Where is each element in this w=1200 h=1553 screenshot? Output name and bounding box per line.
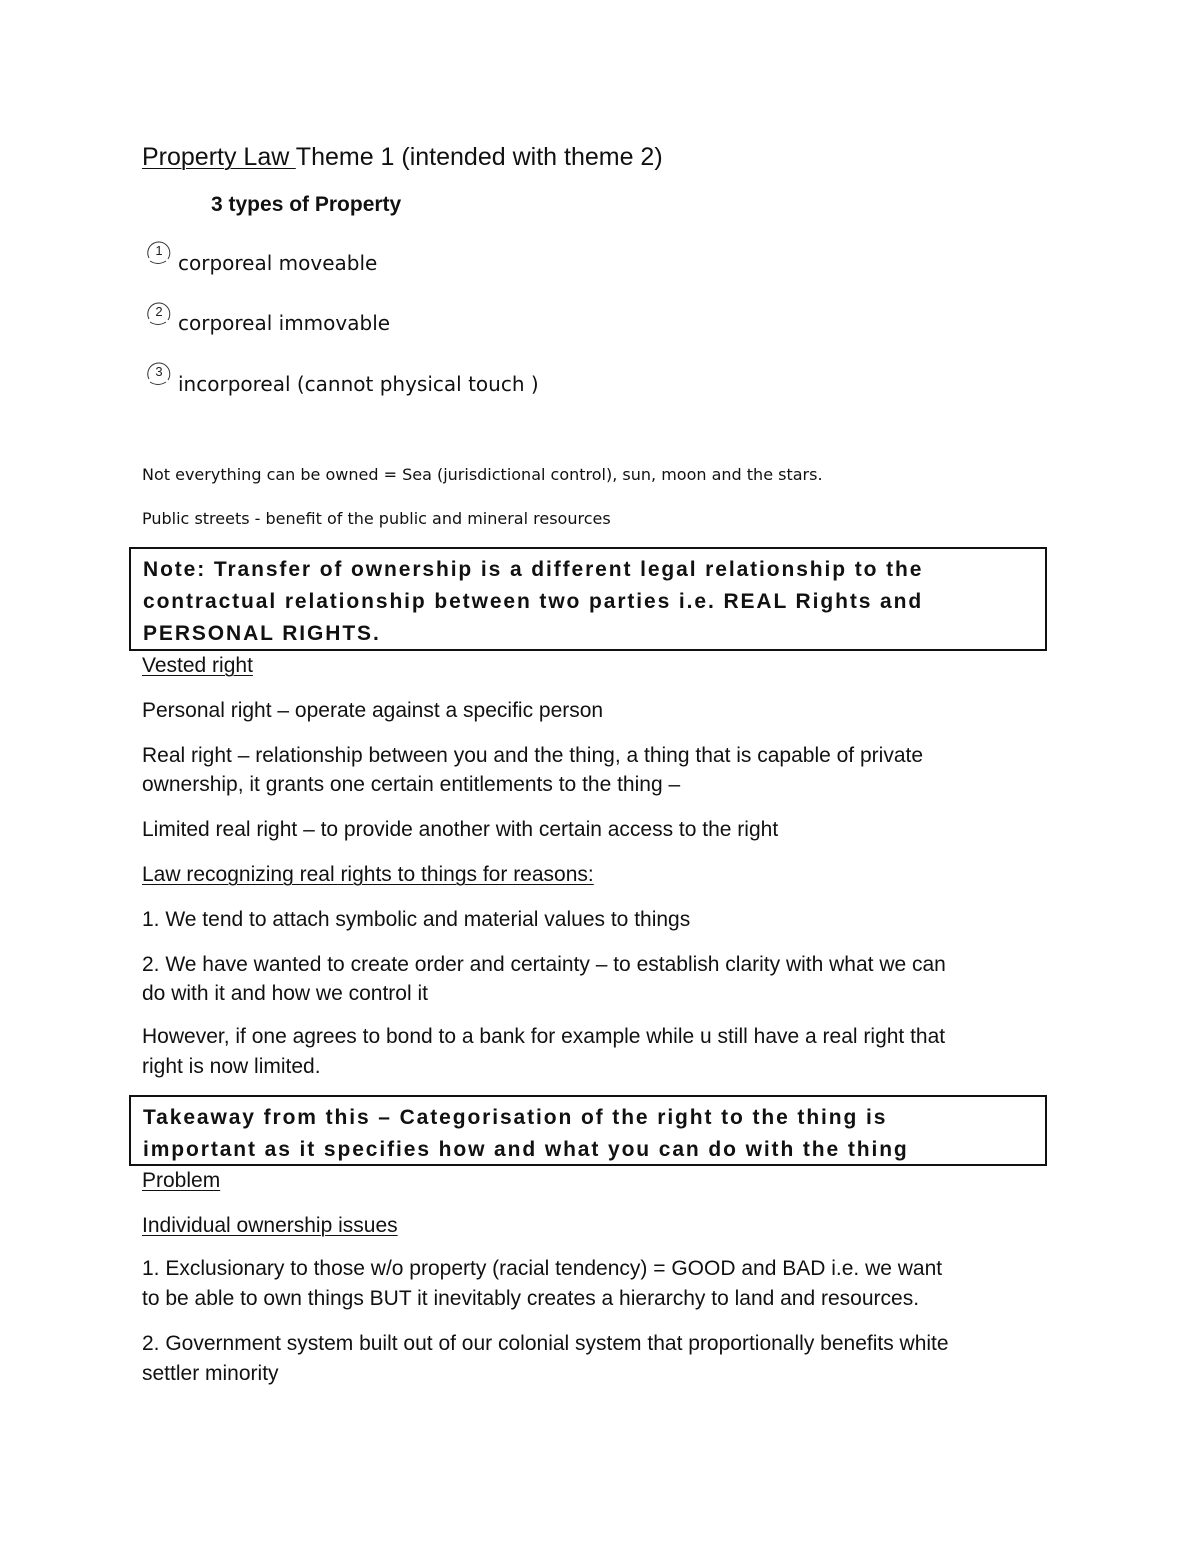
however-line: right is now limited.: [142, 1055, 321, 1078]
section-subheading: 3 types of Property: [211, 193, 402, 216]
individual-ownership-heading: Individual ownership issues: [142, 1214, 398, 1237]
note-box-line: contractual relationship between two parties i.e. REAL Rights and: [143, 590, 924, 613]
circled-number-text: 1: [155, 243, 163, 258]
problem-heading: Problem: [142, 1169, 221, 1192]
real-right-text: [142, 741, 923, 799]
however-text: [142, 1022, 945, 1082]
takeaway-callout-box: [129, 1095, 1047, 1166]
reason-2-line: do with it and how we control it: [142, 982, 428, 1005]
note-box-line: PERSONAL RIGHTS.: [143, 622, 381, 645]
takeaway-box-line: important as it specifies how and what you can do with the thing: [143, 1138, 909, 1161]
reason-1-text: 1. We tend to attach symbolic and material values to things: [142, 908, 691, 931]
page-title: [142, 143, 663, 172]
property-type-1: corporeal moveable: [178, 251, 378, 275]
problem-item-2-line: 2. Government system built out of our colonial system that proportionally benefits white: [142, 1332, 949, 1355]
problem-item-1: [142, 1254, 942, 1314]
note-public-streets: Public streets - benefit of the public and mineral resources: [142, 509, 611, 528]
reasons-heading: Law recognizing real rights to things for reasons:: [142, 863, 594, 886]
circled-number-text: 2: [155, 304, 163, 319]
reason-2-line: 2. We have wanted to create order and certainty – to establish clarity with what we can: [142, 953, 946, 976]
circled-number-3: [144, 358, 174, 388]
problem-item-2-line: settler minority: [142, 1362, 279, 1385]
limited-real-right-text: Limited real right – to provide another with certain access to the right: [142, 818, 779, 841]
however-line: However, if one agrees to bond to a bank for example while u still have a real right that: [142, 1025, 946, 1048]
property-type-2: corporeal immovable: [178, 311, 391, 335]
title-underlined: Property Law: [142, 143, 296, 171]
circled-number-text: 3: [155, 364, 163, 379]
note-not-owned: Not everything can be owned = Sea (jurisdictional control), sun, moon and the stars.: [142, 465, 823, 484]
problem-item-1-line: to be able to own things BUT it inevitably creates a hierarchy to land and resources.: [142, 1287, 920, 1310]
property-type-3: incorporeal (cannot physical touch ): [178, 372, 539, 396]
reason-2-text: [142, 950, 946, 1008]
takeaway-box-line: Takeaway from this – Categorisation of the right to the thing is: [143, 1106, 888, 1129]
vested-right-heading: Vested right: [142, 654, 253, 677]
circled-number-2: [144, 298, 174, 328]
problem-item-2: [142, 1329, 949, 1389]
circled-number-1: [144, 237, 174, 267]
title-rest: Theme 1 (intended with theme 2): [295, 143, 663, 171]
real-right-line: Real right – relationship between you and the thing, a thing that is capable of private: [142, 744, 924, 767]
problem-item-1-line: 1. Exclusionary to those w/o property (racial tendency) = GOOD and BAD i.e. we want: [142, 1257, 943, 1280]
note-box-line: Note: Transfer of ownership is a different legal relationship to the: [143, 558, 924, 581]
note-callout-box: [129, 547, 1047, 651]
personal-right-text: Personal right – operate against a specific person: [142, 699, 604, 722]
real-right-line: ownership, it grants one certain entitlements to the thing –: [142, 773, 681, 796]
